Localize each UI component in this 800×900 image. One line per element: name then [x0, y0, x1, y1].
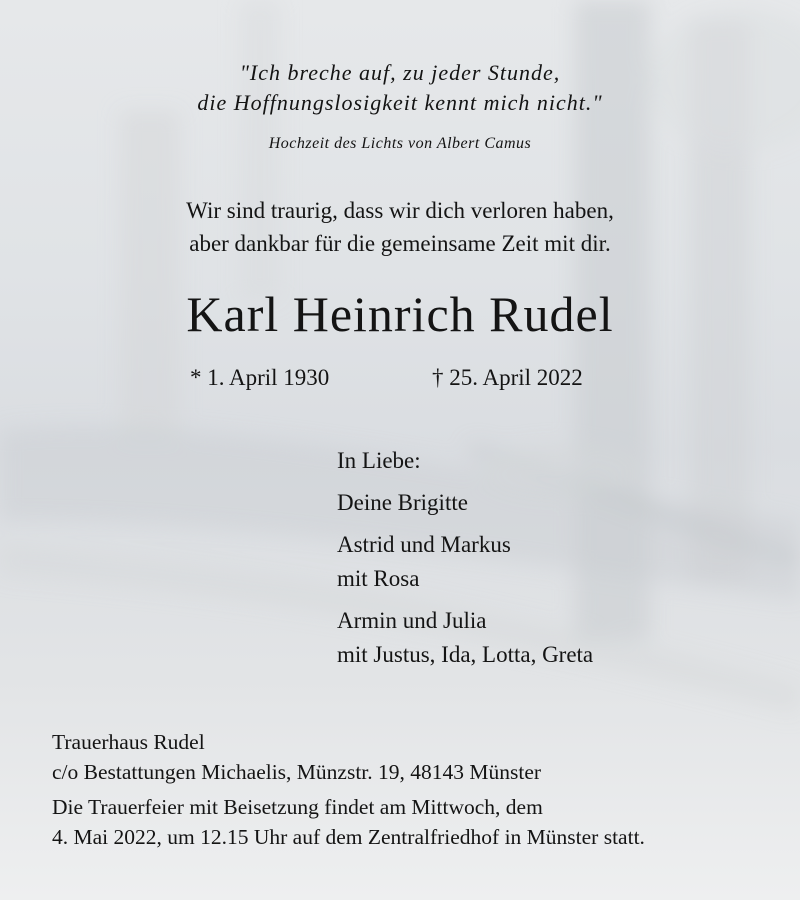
- service-info: 4. Mai 2022, um 12.15 Uhr auf dem Zentralfriedhof in Münster statt.: [52, 825, 645, 849]
- death-date: † 25. April 2022: [432, 365, 583, 390]
- quote: [0, 58, 800, 118]
- deceased-name: Karl Heinrich Rudel: [186, 286, 614, 342]
- address: c/o Bestattungen Michaelis, Münzstr. 19, 48143 Münster: [52, 760, 542, 784]
- service-info: Die Trauerfeier mit Beisetzung findet am Mittwoch, dem: [52, 795, 543, 819]
- intro-line: Wir sind traurig, dass wir dich verloren haben,: [186, 198, 614, 223]
- funeral-info: [52, 727, 645, 852]
- intro-line: aber dankbar für die gemeinsame Zeit mit dir.: [189, 231, 611, 256]
- family-member: Deine Brigitte: [337, 490, 468, 515]
- family-member: Armin und Julia: [337, 608, 487, 633]
- family-member: mit Rosa: [337, 566, 420, 591]
- quote-source: Hochzeit des Lichts von Albert Camus: [268, 135, 532, 152]
- mourning-house: Trauerhaus Rudel: [52, 730, 205, 754]
- intro-text: [0, 194, 800, 260]
- family-signature: [337, 444, 593, 672]
- quote-line: die Hoffnungslosigkeit kennt mich nicht.": [197, 90, 603, 115]
- family-member: mit Justus, Ida, Lotta, Greta: [337, 642, 594, 667]
- quote-line: "Ich breche auf, zu jeder Stunde,: [239, 60, 561, 85]
- birth-date: * 1. April 1930: [190, 365, 330, 390]
- family-heading: In Liebe:: [337, 448, 421, 473]
- family-member: Astrid und Markus: [337, 532, 511, 557]
